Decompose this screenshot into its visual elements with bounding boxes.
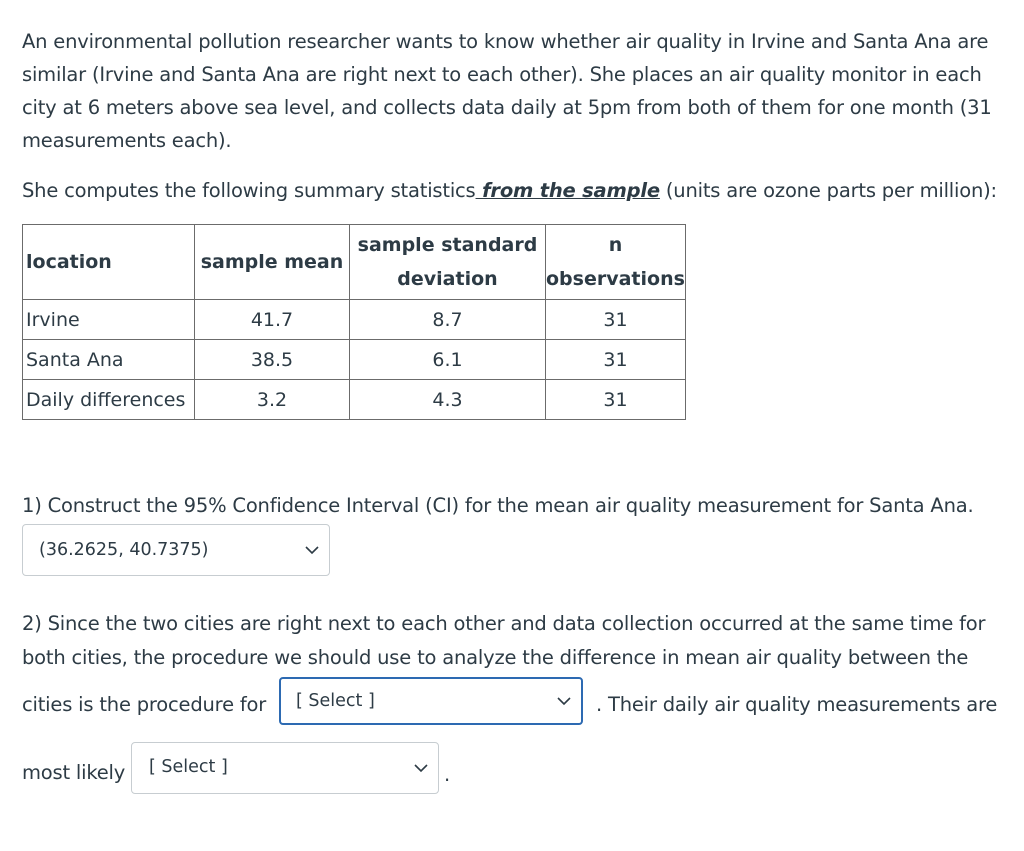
header-sample-sd: sample standard deviation <box>350 225 546 300</box>
header-n: n observations <box>546 225 686 300</box>
question-intro: An environmental pollution researcher wants to know whether air quality in Irvine and Santa Ana are similar (Irvine and Santa Ana are right next to each other). She places an air quality monitor in each city at 6 meters above sea level, and collects data daily at 5pm from both of them for one month (31 measurements each). <box>22 30 992 152</box>
cell-n: 31 <box>546 340 686 380</box>
procedure-dropdown-value: [ Select ] <box>296 691 375 711</box>
cell-location: Santa Ana <box>23 340 195 380</box>
cell-n: 31 <box>546 300 686 340</box>
summary-statistics-table <box>22 224 686 420</box>
ci-answer-dropdown[interactable] <box>22 524 330 576</box>
question-3-period: . <box>444 763 450 786</box>
question-2-line-2: both cities, the procedure we should use to analyze the difference in mean air quality between the <box>22 646 969 669</box>
cell-sd: 8.7 <box>350 300 546 340</box>
question-2-line-3-tail: . Their daily air quality measurements are <box>596 693 998 716</box>
chevron-down-icon <box>556 696 572 706</box>
cell-location: Irvine <box>23 300 195 340</box>
ci-answer-value: (36.2625, 40.7375) <box>39 540 209 560</box>
chevron-down-icon <box>304 545 320 555</box>
cell-mean: 3.2 <box>195 380 350 420</box>
table-header-row <box>23 225 686 300</box>
table-row <box>23 300 686 340</box>
summary-text-after: (units are ozone parts per million): <box>659 179 997 202</box>
procedure-dropdown[interactable] <box>279 677 583 725</box>
summary-sentence <box>22 174 1007 207</box>
chevron-down-icon <box>413 763 429 773</box>
question-2-line-3: cities is the procedure for <box>22 693 267 716</box>
question-2-line-1: 2) Since the two cities are right next to each other and data collection occurred at the same time for <box>22 612 986 635</box>
header-location: location <box>23 225 195 300</box>
cell-mean: 41.7 <box>195 300 350 340</box>
table-row <box>23 380 686 420</box>
question-1-text: 1) Construct the 95% Confidence Interval (CI) for the mean air quality measurement for Santa Ana. <box>22 494 974 517</box>
cell-sd: 4.3 <box>350 380 546 420</box>
cell-n: 31 <box>546 380 686 420</box>
cell-location: Daily differences <box>23 380 195 420</box>
cell-mean: 38.5 <box>195 340 350 380</box>
relationship-dropdown-value: [ Select ] <box>149 757 228 777</box>
summary-text-before: She computes the following summary statistics <box>22 179 476 202</box>
relationship-dropdown[interactable] <box>131 742 439 794</box>
header-sample-mean: sample mean <box>195 225 350 300</box>
question-3-text: most likely <box>22 761 126 784</box>
table-row <box>23 340 686 380</box>
summary-emphasis: from the sample <box>475 179 660 202</box>
cell-sd: 6.1 <box>350 340 546 380</box>
